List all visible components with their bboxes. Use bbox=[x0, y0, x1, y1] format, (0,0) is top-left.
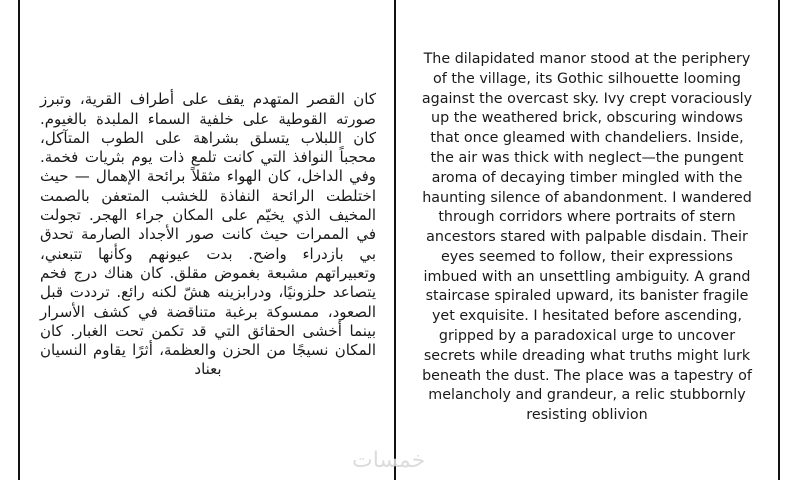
left-border bbox=[18, 0, 20, 480]
watermark-logo: خمسات bbox=[352, 448, 426, 473]
arabic-paragraph: كان القصر المتهدم يقف على أطراف القرية، وتبرز صورته القوطية على خلفية السماء الملبدة بالغيوم. كان اللبلاب يتسلق بشراهة على الطوب المتآكل، محجباً النوافذ التي كانت تلمع ذات يوم بثريات فخمة. وفي الداخل، كان الهواء مثقلاً برائحة الإهمال — حيث اختلطت الرائحة النفاذة للخشب المتعفن بالصمت المخيف الذي يخيّم على المكان جراء الهجر. تجولت في الممرات حيث كانت صور الأجداد الصارمة تحدق بي بازدراء واضح. بدت عيونهم وكأنها تتبعني، وتعبيراتهم مشبعة بغموض مقلق. كان هناك درج فخم يتصاعد حلزونيًا، ودرابزينه هشّ لكنه رائع. ترددت قبل الصعود، ممسوكة برغبة متناقضة في كشف الأسرار بينما أخشى الحقائق التي قد تكمن تحت الغبار. كان المكان نسيجًا من الحزن والعظمة، أثرًا يقاوم النسيان بعناد bbox=[40, 90, 376, 379]
right-border bbox=[778, 0, 780, 480]
english-paragraph: The dilapidated manor stood at the periphery of the village, its Gothic silhouette looming against the overcast sky. Ivy crept voraciously up the weathered brick, obscuring windows that once gleamed with chandeliers. Inside, the air was thick with neglect—the pungent aroma of decaying timber mingled with the haunting silence of abandonment. I wandered through corridors where portraits of stern ancestors stared with palpable disdain. Their eyes seemed to follow, their expressions imbued with an unsettling ambiguity. A grand staircase spiraled upward, its banister fragile yet exquisite. I hesitated before ascending, gripped by a paradoxical urge to uncover secrets while dreading what truths might lurk beneath the dust. The place was a tapestry of melancholy and grandeur, a relic stubbornly resisting oblivion bbox=[421, 50, 753, 424]
arabic-column bbox=[30, 0, 386, 480]
english-column bbox=[404, 0, 770, 480]
column-divider bbox=[394, 0, 396, 480]
